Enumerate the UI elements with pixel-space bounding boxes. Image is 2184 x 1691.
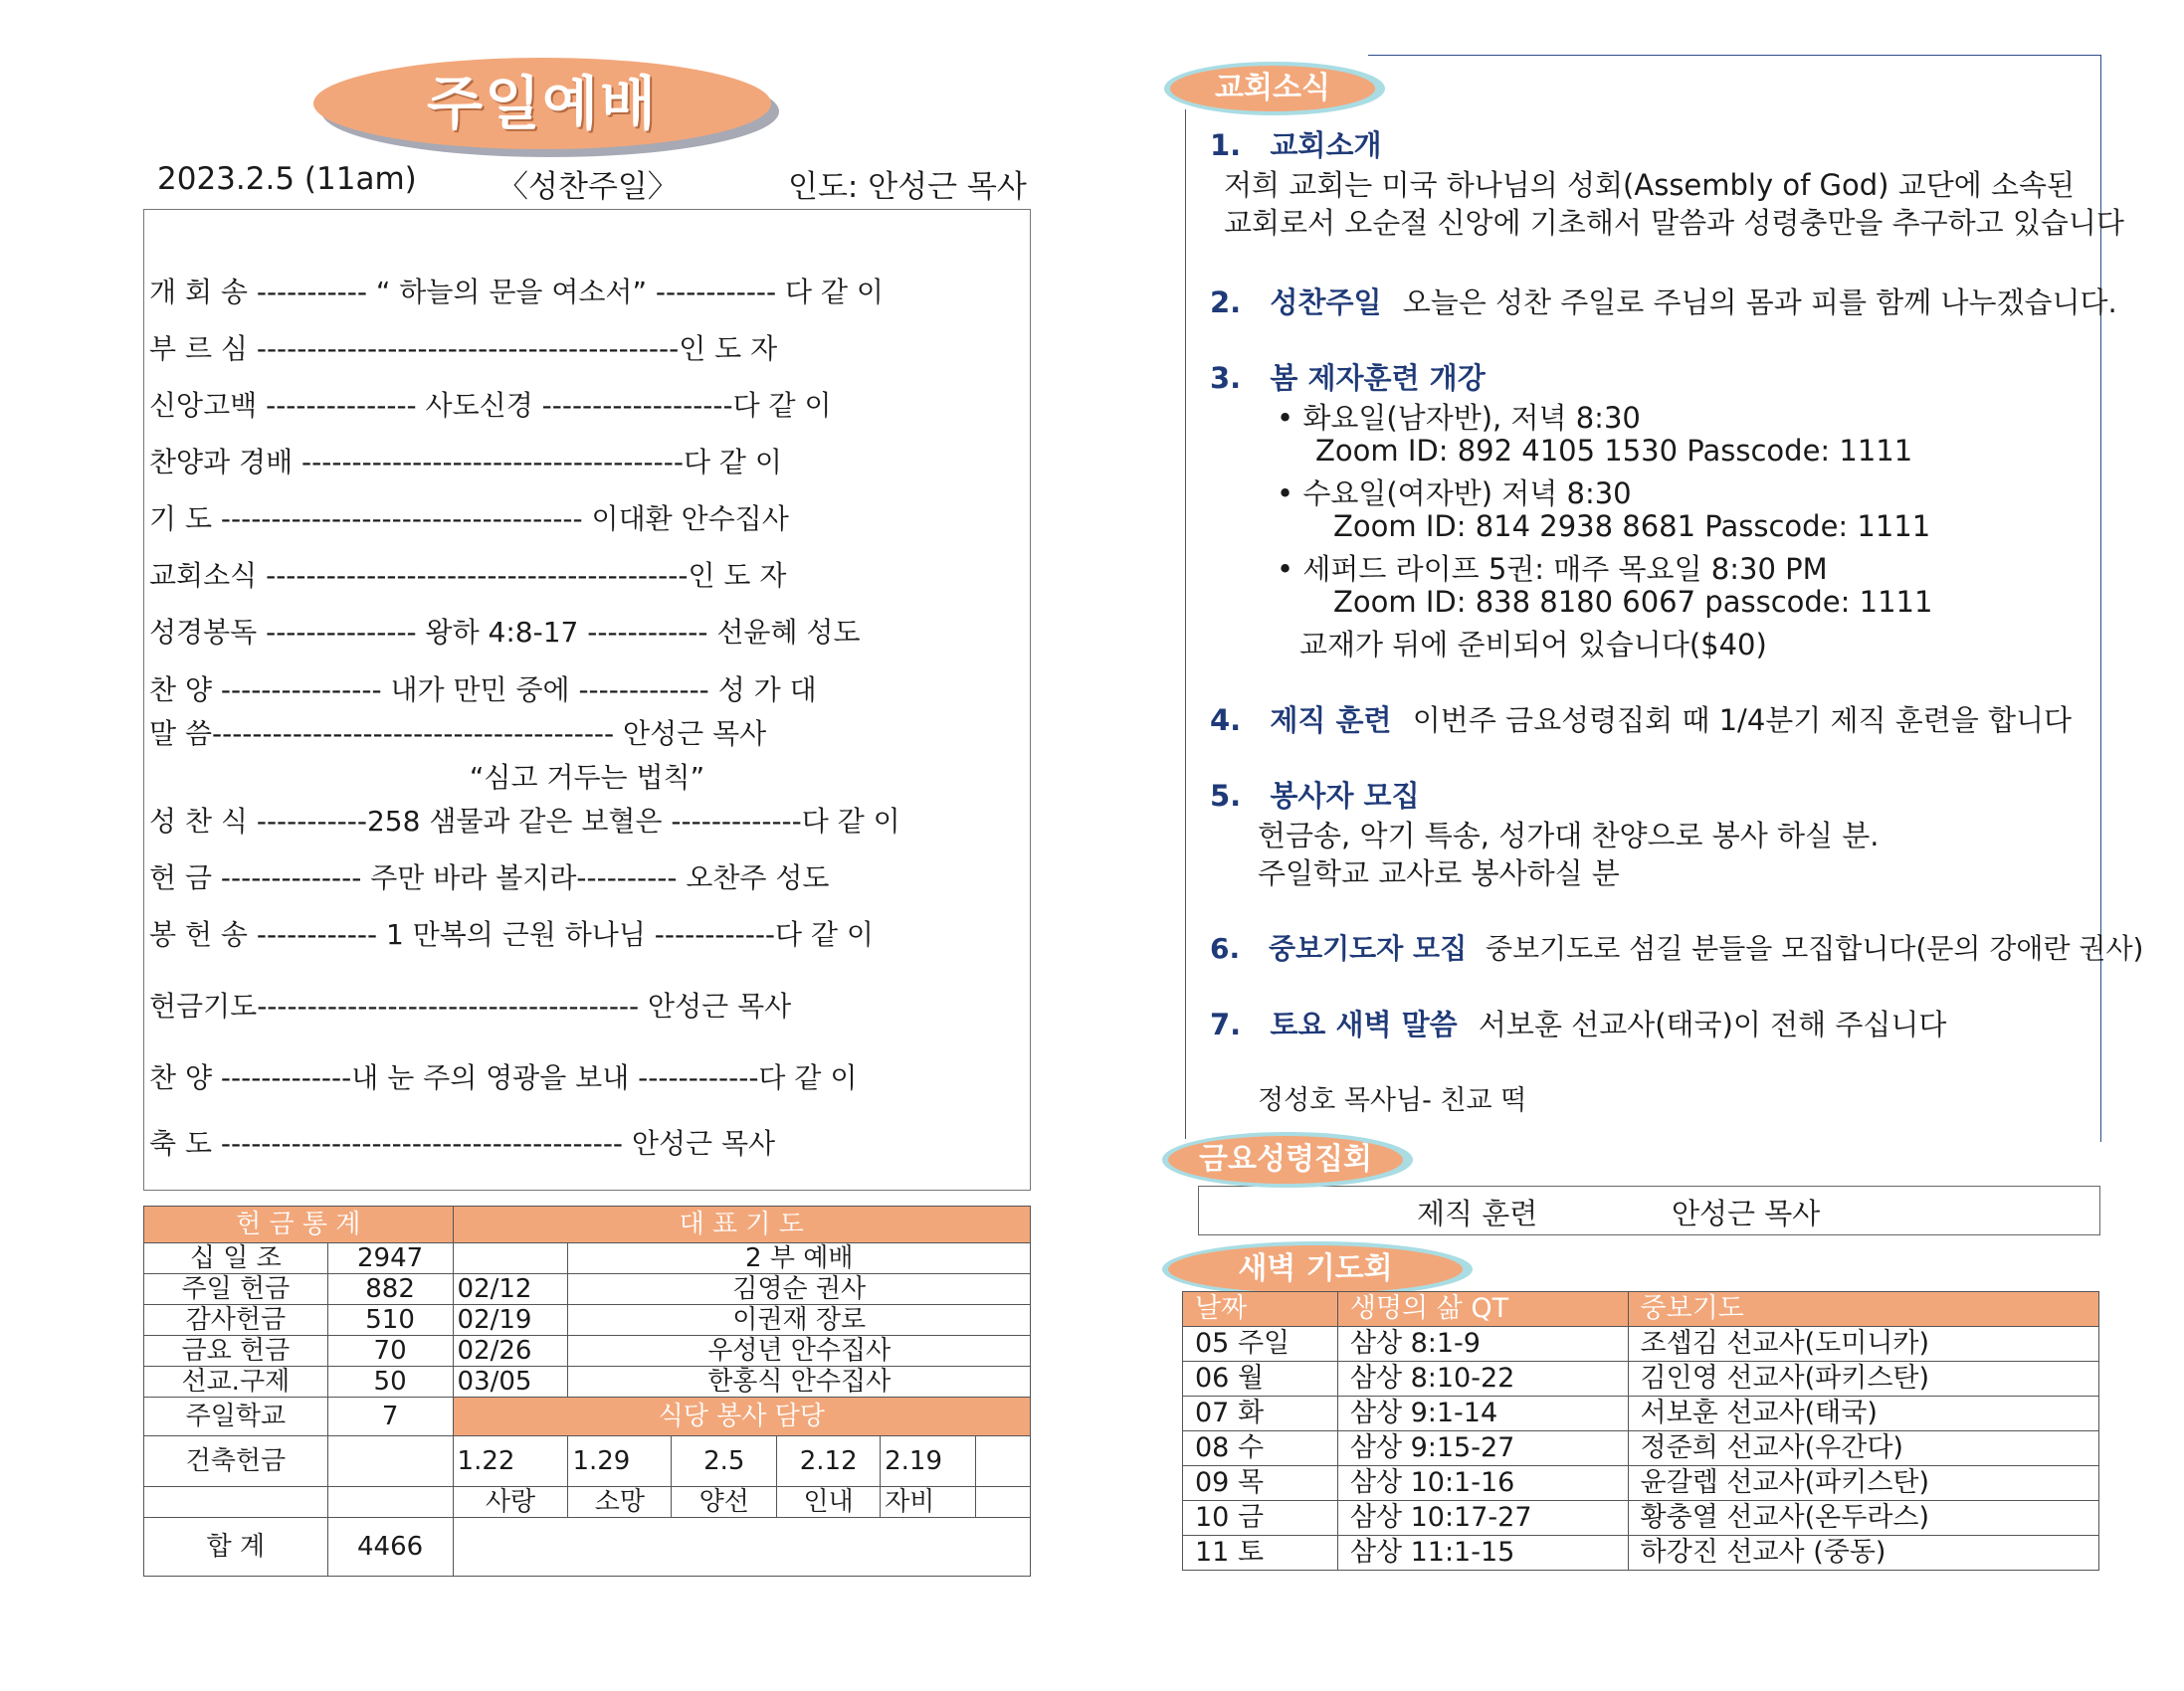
page-title: 주일예배 — [426, 70, 659, 137]
dawn-intercession: 황충열 선교사(온두라스) — [1628, 1501, 2098, 1536]
order-item: 개 회 송 ----------- “ 하늘의 문을 여소서” ------------ 다 같 이 — [149, 276, 884, 308]
training-line: Zoom ID: 814 2938 8681 Passcode: 1111 — [1333, 509, 1931, 543]
news-body: 저희 교회는 미국 하나님의 성회(Assembly of God) 교단에 소속된 — [1224, 168, 2075, 202]
sermon-title: “심고 거두는 법칙” — [469, 761, 705, 794]
volunteer-line: 헌금송, 악기 특송, 성가대 찬양으로 봉사 하실 분. — [1258, 819, 1880, 852]
dawn-day: 11 토 — [1183, 1536, 1338, 1571]
dawn-label: 새벽 기도회 — [1168, 1245, 1463, 1293]
friday-topic: 제직 훈련 — [1417, 1197, 1538, 1230]
order-item: 교회소식 ------------------------------------------인 도 자 — [149, 559, 787, 592]
dawn-intercession: 서보훈 선교사(태국) — [1628, 1397, 2098, 1431]
dawn-qt: 삼상 9:15-27 — [1337, 1431, 1628, 1466]
prayer-date: 02/19 — [453, 1305, 568, 1336]
news-title: 교회소개 — [1270, 128, 1382, 162]
kitchen-group: 양선 — [672, 1487, 777, 1518]
total-blank — [453, 1518, 1030, 1577]
order-item: 부 르 심 ------------------------------------------인 도 자 — [149, 332, 778, 365]
order-item: 신앙고백 --------------- 사도신경 -------------------다 같 이 — [149, 389, 832, 422]
offering-amount: 50 — [327, 1367, 453, 1398]
news-text: 오늘은 성찬 주일로 주님의 몸과 피를 함께 나누겠습니다. — [1402, 285, 2117, 319]
kitchen-empty — [976, 1487, 1031, 1518]
service-date: 2023.2.5 (11am) — [157, 161, 417, 197]
dawn-intercession: 하강진 선교사 (중동) — [1628, 1536, 2098, 1571]
news-title: 토요 새벽 말씀 — [1270, 1008, 1458, 1041]
training-line: • 세퍼드 라이프 5권: 매주 목요일 8:30 PM — [1277, 552, 1828, 586]
news-number: 2. — [1210, 285, 1242, 319]
news-title: 중보기도자 모집 — [1269, 932, 1468, 965]
news-item-3 — [1210, 356, 1486, 397]
training-line: 교재가 뒤에 준비되어 있습니다($40) — [1299, 628, 1767, 661]
dawn-intercession: 정준희 선교사(우간다) — [1628, 1431, 2098, 1466]
offering-table — [143, 1206, 1031, 1577]
offering-label: 주일 헌금 — [144, 1274, 328, 1305]
volunteer-line: 주일학교 교사로 봉사하실 분 — [1258, 856, 1620, 890]
friday-label: 금요성령집회 — [1168, 1136, 1403, 1184]
kitchen-date: 2.19 — [881, 1436, 976, 1487]
dawn-intercession: 윤갈렙 선교사(파키스탄) — [1628, 1466, 2098, 1501]
offering-amount: 510 — [327, 1305, 453, 1336]
kitchen-date: 1.29 — [568, 1436, 672, 1487]
thanks-line: 정성호 목사님- 친교 떡 — [1258, 1085, 1527, 1116]
offering-amount: 882 — [327, 1274, 453, 1305]
order-item: 헌 금 -------------- 주만 바라 볼지라---------- 오찬주 성도 — [149, 861, 830, 894]
offering-label: 금요 헌금 — [144, 1336, 328, 1367]
offering-blank — [327, 1487, 453, 1518]
total-amount: 4466 — [327, 1518, 453, 1577]
prayer-date: 02/26 — [453, 1336, 568, 1367]
dawn-day: 10 금 — [1183, 1501, 1338, 1536]
offering-amount — [327, 1436, 453, 1487]
order-item: 말 씀---------------------------------------- 안성근 목사 — [149, 717, 767, 750]
order-item: 성경봉독 --------------- 왕하 4:8-17 ------------ 선윤혜 성도 — [149, 616, 861, 649]
order-item: 헌금기도-------------------------------------- 안성근 목사 — [149, 990, 792, 1023]
prayer-name: 한홍식 안수집사 — [568, 1367, 1031, 1398]
dawn-qt: 삼상 10:1-16 — [1337, 1466, 1628, 1501]
dawn-qt: 삼상 8:10-22 — [1337, 1362, 1628, 1397]
news-number: 5. — [1210, 779, 1242, 813]
offering-label: 건축헌금 — [144, 1436, 328, 1487]
prayer-name: 김영순 권사 — [568, 1274, 1031, 1305]
news-number: 7. — [1210, 1008, 1242, 1041]
dawn-prayer-table — [1182, 1291, 2099, 1571]
dawn-intercession: 김인영 선교사(파키스탄) — [1628, 1362, 2098, 1397]
service-leader: 인도: 안성근 목사 — [788, 169, 1027, 205]
news-number: 4. — [1210, 703, 1242, 737]
news-item-6 — [1210, 927, 2143, 967]
friday-box — [1198, 1186, 2100, 1235]
order-item: 찬 양 -------------내 눈 주의 영광을 보내 ------------다 같 이 — [149, 1061, 858, 1094]
prayer-date: 03/05 — [453, 1367, 568, 1398]
dawn-day: 09 목 — [1183, 1466, 1338, 1501]
news-text: 이번주 금요성령집회 때 1/4분기 제직 훈련을 합니다 — [1412, 703, 2073, 737]
training-line: Zoom ID: 838 8180 6067 passcode: 1111 — [1333, 585, 1933, 619]
news-item-1 — [1210, 123, 1381, 164]
offering-label: 십 일 조 — [144, 1243, 328, 1274]
offering-label: 감사헌금 — [144, 1305, 328, 1336]
offering-amount: 2947 — [327, 1243, 453, 1274]
friday-speaker: 안성근 목사 — [1672, 1197, 1821, 1230]
offering-label: 선교.구제 — [144, 1367, 328, 1398]
news-item-7 — [1210, 1003, 1946, 1043]
news-number: 1. — [1210, 128, 1242, 162]
dawn-day: 05 주일 — [1183, 1327, 1338, 1362]
training-line: • 화요일(남자반), 저녁 8:30 — [1277, 401, 1641, 435]
training-line: Zoom ID: 892 4105 1530 Passcode: 1111 — [1315, 434, 1913, 468]
order-item: 찬양과 경배 --------------------------------------다 같 이 — [149, 446, 782, 478]
order-item: 성 찬 식 -----------258 샘물과 같은 보혈은 -------------다 같 이 — [149, 805, 900, 838]
news-item-5 — [1210, 774, 1420, 815]
kitchen-group: 사랑 — [453, 1487, 568, 1518]
dawn-qt: 삼상 11:1-15 — [1337, 1536, 1628, 1571]
prayer-date: 02/12 — [453, 1274, 568, 1305]
kitchen-date: 1.22 — [453, 1436, 568, 1487]
kitchen-header: 식당 봉사 담당 — [453, 1398, 1030, 1436]
dawn-day: 06 월 — [1183, 1362, 1338, 1397]
news-title: 봄 제자훈련 개강 — [1270, 361, 1486, 395]
dawn-header: 생명의 삶 QT — [1337, 1292, 1628, 1327]
dawn-qt: 삼상 8:1-9 — [1337, 1327, 1628, 1362]
news-item-4 — [1210, 698, 2072, 739]
news-number: 6. — [1210, 932, 1241, 965]
service-theme: 〈성찬주일〉 — [497, 169, 679, 205]
offering-blank — [144, 1487, 328, 1518]
order-item: 찬 양 ---------------- 내가 만민 중에 ------------- 성 가 대 — [149, 673, 817, 706]
prayer-name: 이권재 장로 — [568, 1305, 1031, 1336]
kitchen-group: 소망 — [568, 1487, 672, 1518]
kitchen-group: 자비 — [881, 1487, 976, 1518]
dawn-qt: 삼상 10:17-27 — [1337, 1501, 1628, 1536]
offering-header: 헌 금 통 계 — [144, 1207, 454, 1243]
dawn-header: 날짜 — [1183, 1292, 1338, 1327]
news-item-2 — [1210, 281, 2117, 321]
order-item: 기 도 ------------------------------------ 이대환 안수집사 — [149, 502, 789, 535]
kitchen-date: 2.5 — [672, 1436, 777, 1487]
news-title: 제직 훈련 — [1270, 703, 1392, 737]
news-text: 중보기도로 섬길 분들을 모집합니다(문의 강애란 권사) — [1486, 932, 2144, 965]
total-label: 합 계 — [144, 1518, 328, 1577]
offering-amount: 70 — [327, 1336, 453, 1367]
news-number: 3. — [1210, 361, 1242, 395]
kitchen-empty — [976, 1436, 1031, 1487]
kitchen-group: 인내 — [777, 1487, 881, 1518]
dawn-intercession: 조셉김 선교사(도미니카) — [1628, 1327, 2098, 1362]
dawn-header: 중보기도 — [1628, 1292, 2098, 1327]
offering-label: 주일학교 — [144, 1398, 328, 1436]
prayer-name: 2 부 예배 — [568, 1243, 1031, 1274]
order-item: 봉 헌 송 ------------ 1 만복의 근원 하나님 ------------다 같 이 — [149, 918, 874, 951]
kitchen-date: 2.12 — [777, 1436, 881, 1487]
dawn-day: 07 화 — [1183, 1397, 1338, 1431]
prayer-name: 우성년 안수집사 — [568, 1336, 1031, 1367]
prayer-date — [453, 1243, 568, 1274]
news-label: 교회소식 — [1170, 66, 1375, 111]
news-body: 교회로서 오순절 신앙에 기초해서 말씀과 성령충만을 추구하고 있습니다 — [1224, 206, 2124, 240]
dawn-day: 08 수 — [1183, 1431, 1338, 1466]
offering-amount: 7 — [327, 1398, 453, 1436]
news-title: 성찬주일 — [1270, 285, 1382, 319]
news-text: 서보훈 선교사(태국)이 전해 주십니다 — [1478, 1008, 1947, 1041]
prayer-header: 대 표 기 도 — [453, 1207, 1030, 1243]
dawn-qt: 삼상 9:1-14 — [1337, 1397, 1628, 1431]
order-item: 축 도 ---------------------------------------- 안성근 목사 — [149, 1127, 776, 1160]
news-left-rule — [1185, 109, 1186, 1139]
news-title: 봉사자 모집 — [1270, 779, 1420, 813]
training-line: • 수요일(여자반) 저녁 8:30 — [1277, 476, 1632, 510]
